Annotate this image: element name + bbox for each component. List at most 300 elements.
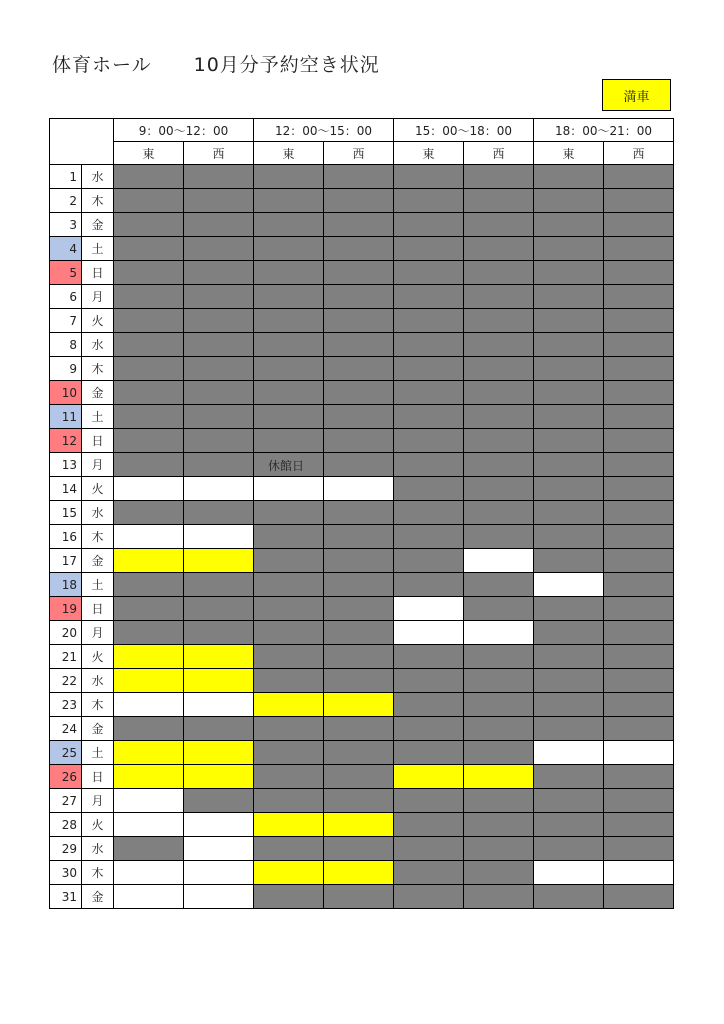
side-header: 西 xyxy=(184,142,254,165)
slot-cell-unavailable xyxy=(184,189,254,213)
slot-cell-unavailable xyxy=(534,381,604,405)
slot-cell-unavailable xyxy=(324,453,394,477)
slot-cell-unavailable xyxy=(324,429,394,453)
day-row xyxy=(50,189,674,213)
weekday: 火 xyxy=(82,813,114,837)
slot-cell-unavailable xyxy=(254,765,324,789)
slot-cell-unavailable xyxy=(394,237,464,261)
slot-cell-unavailable xyxy=(394,357,464,381)
weekday: 水 xyxy=(82,669,114,693)
slot-cell-unavailable xyxy=(394,837,464,861)
slot-cell-available[interactable] xyxy=(604,861,674,885)
slot-cell-unavailable xyxy=(184,573,254,597)
day-row xyxy=(50,501,674,525)
slot-cell-available[interactable] xyxy=(324,477,394,501)
slot-cell-unavailable xyxy=(184,285,254,309)
slot-cell-unavailable xyxy=(604,261,674,285)
slot-cell-unavailable xyxy=(604,621,674,645)
day-row xyxy=(50,885,674,909)
slot-cell-unavailable xyxy=(534,477,604,501)
weekday: 水 xyxy=(82,165,114,189)
slot-cell-unavailable xyxy=(534,213,604,237)
day-number: 5 xyxy=(50,261,82,285)
slot-cell-unavailable xyxy=(534,813,604,837)
slot-cell-unavailable xyxy=(394,261,464,285)
slot-cell-unavailable xyxy=(184,453,254,477)
slot-cell-available[interactable] xyxy=(394,621,464,645)
slot-cell-unavailable xyxy=(394,645,464,669)
slot-cell-unavailable xyxy=(324,669,394,693)
day-number: 26 xyxy=(50,765,82,789)
day-number: 1 xyxy=(50,165,82,189)
day-number: 13 xyxy=(50,453,82,477)
slot-cell-unavailable xyxy=(464,333,534,357)
weekday: 土 xyxy=(82,573,114,597)
day-row xyxy=(50,717,674,741)
slot-cell-unavailable xyxy=(184,621,254,645)
slot-cell-unavailable xyxy=(604,333,674,357)
slot-cell-available[interactable] xyxy=(184,885,254,909)
slot-cell-unavailable xyxy=(534,669,604,693)
slot-cell-unavailable xyxy=(184,405,254,429)
slot-cell-unavailable xyxy=(604,693,674,717)
weekday: 月 xyxy=(82,453,114,477)
day-row xyxy=(50,741,674,765)
slot-cell-unavailable xyxy=(184,309,254,333)
slot-cell-full xyxy=(184,549,254,573)
slot-cell-unavailable xyxy=(534,165,604,189)
day-row xyxy=(50,669,674,693)
slot-cell-unavailable xyxy=(464,165,534,189)
slot-header: 18：00〜21：00 xyxy=(534,119,674,142)
slot-cell-unavailable xyxy=(254,573,324,597)
slot-cell-unavailable xyxy=(534,453,604,477)
slot-cell-available[interactable] xyxy=(114,693,184,717)
weekday: 金 xyxy=(82,885,114,909)
slot-cell-unavailable xyxy=(534,885,604,909)
slot-cell-unavailable xyxy=(114,357,184,381)
weekday: 木 xyxy=(82,357,114,381)
weekday: 水 xyxy=(82,837,114,861)
slot-cell-unavailable xyxy=(114,165,184,189)
day-number: 27 xyxy=(50,789,82,813)
weekday: 火 xyxy=(82,309,114,333)
slot-cell-available[interactable] xyxy=(114,813,184,837)
slot-cell-unavailable xyxy=(114,189,184,213)
day-row xyxy=(50,693,674,717)
slot-cell-unavailable xyxy=(324,189,394,213)
slot-cell-available[interactable] xyxy=(604,741,674,765)
slot-cell-unavailable xyxy=(394,789,464,813)
day-number: 6 xyxy=(50,285,82,309)
side-header: 東 xyxy=(534,142,604,165)
slot-cell-unavailable xyxy=(254,717,324,741)
slot-cell-unavailable xyxy=(394,189,464,213)
day-number: 28 xyxy=(50,813,82,837)
day-number: 8 xyxy=(50,333,82,357)
slot-cell-unavailable xyxy=(114,429,184,453)
slot-cell-unavailable xyxy=(324,237,394,261)
slot-cell-unavailable xyxy=(394,333,464,357)
day-number: 21 xyxy=(50,645,82,669)
slot-cell-unavailable xyxy=(394,381,464,405)
weekday: 土 xyxy=(82,741,114,765)
day-number: 2 xyxy=(50,189,82,213)
slot-cell-available[interactable] xyxy=(464,549,534,573)
slot-cell-unavailable xyxy=(254,669,324,693)
side-header: 東 xyxy=(254,142,324,165)
slot-cell-unavailable xyxy=(534,237,604,261)
day-number: 19 xyxy=(50,597,82,621)
day-row xyxy=(50,213,674,237)
slot-cell-unavailable xyxy=(604,573,674,597)
slot-cell-unavailable xyxy=(464,453,534,477)
slot-cell-unavailable xyxy=(394,453,464,477)
slot-cell-unavailable xyxy=(534,645,604,669)
slot-cell-unavailable xyxy=(604,549,674,573)
slot-cell-unavailable xyxy=(114,381,184,405)
slot-cell-unavailable xyxy=(394,573,464,597)
day-row xyxy=(50,861,674,885)
corner-cell xyxy=(50,119,114,165)
slot-cell-unavailable xyxy=(254,549,324,573)
day-row xyxy=(50,237,674,261)
slot-cell-full xyxy=(184,741,254,765)
weekday: 日 xyxy=(82,261,114,285)
slot-cell-available[interactable] xyxy=(114,789,184,813)
slot-cell-unavailable xyxy=(254,165,324,189)
slot-cell-full xyxy=(324,693,394,717)
slot-cell-unavailable xyxy=(534,717,604,741)
weekday: 土 xyxy=(82,405,114,429)
slot-cell-full xyxy=(464,765,534,789)
slot-cell-unavailable xyxy=(254,333,324,357)
slot-cell-unavailable xyxy=(254,453,324,477)
day-row xyxy=(50,573,674,597)
slot-cell-unavailable xyxy=(464,717,534,741)
slot-cell-unavailable xyxy=(324,885,394,909)
slot-cell-unavailable xyxy=(464,501,534,525)
slot-cell-unavailable xyxy=(534,405,604,429)
day-number: 11 xyxy=(50,405,82,429)
slot-cell-unavailable xyxy=(534,333,604,357)
slot-cell-unavailable xyxy=(254,285,324,309)
slot-cell-unavailable xyxy=(184,165,254,189)
slot-cell-unavailable xyxy=(394,309,464,333)
slot-cell-unavailable xyxy=(534,189,604,213)
weekday: 木 xyxy=(82,189,114,213)
day-number: 4 xyxy=(50,237,82,261)
day-row xyxy=(50,477,674,501)
slot-cell-unavailable xyxy=(324,285,394,309)
weekday: 金 xyxy=(82,549,114,573)
slot-cell-unavailable xyxy=(464,405,534,429)
slot-cell-unavailable xyxy=(464,645,534,669)
slot-cell-unavailable xyxy=(114,405,184,429)
slot-cell-unavailable xyxy=(534,597,604,621)
slot-cell-unavailable xyxy=(254,501,324,525)
slot-cell-unavailable xyxy=(534,429,604,453)
day-number: 16 xyxy=(50,525,82,549)
slot-cell-unavailable xyxy=(534,285,604,309)
slot-cell-unavailable xyxy=(254,405,324,429)
slot-cell-unavailable xyxy=(114,309,184,333)
slot-cell-unavailable xyxy=(324,573,394,597)
slot-cell-unavailable xyxy=(464,837,534,861)
day-number: 3 xyxy=(50,213,82,237)
slot-cell-unavailable xyxy=(464,189,534,213)
slot-cell-unavailable xyxy=(464,573,534,597)
day-row xyxy=(50,453,674,477)
slot-cell-unavailable xyxy=(254,837,324,861)
slot-cell-unavailable xyxy=(324,165,394,189)
slot-cell-unavailable xyxy=(394,477,464,501)
slot-cell-unavailable xyxy=(464,789,534,813)
slot-cell-unavailable xyxy=(604,453,674,477)
slot-cell-unavailable xyxy=(114,501,184,525)
slot-cell-unavailable xyxy=(254,261,324,285)
legend-full-box: 満車 xyxy=(602,79,671,111)
slot-cell-full xyxy=(324,813,394,837)
slot-cell-available[interactable] xyxy=(184,477,254,501)
slot-cell-unavailable xyxy=(604,765,674,789)
slot-cell-unavailable xyxy=(604,165,674,189)
slot-cell-unavailable xyxy=(464,693,534,717)
slot-cell-unavailable xyxy=(464,357,534,381)
slot-cell-unavailable xyxy=(604,597,674,621)
slot-cell-available[interactable] xyxy=(184,861,254,885)
weekday: 水 xyxy=(82,333,114,357)
slot-cell-unavailable xyxy=(114,213,184,237)
slot-cell-unavailable xyxy=(394,693,464,717)
slot-cell-unavailable xyxy=(254,597,324,621)
slot-cell-unavailable xyxy=(184,333,254,357)
slot-cell-unavailable xyxy=(324,597,394,621)
slot-cell-unavailable xyxy=(534,621,604,645)
day-number: 17 xyxy=(50,549,82,573)
slot-cell-available[interactable] xyxy=(184,837,254,861)
slot-cell-unavailable xyxy=(254,309,324,333)
slot-cell-unavailable xyxy=(324,525,394,549)
slot-header: 12：00〜15：00 xyxy=(254,119,394,142)
slot-cell-full xyxy=(394,765,464,789)
side-header: 東 xyxy=(394,142,464,165)
slot-cell-unavailable xyxy=(184,717,254,741)
weekday: 水 xyxy=(82,501,114,525)
hall-name: 体育ホール xyxy=(52,54,152,76)
slot-cell-unavailable xyxy=(184,597,254,621)
slot-cell-unavailable xyxy=(604,357,674,381)
schedule-subtitle: 10月分予約空き状況 xyxy=(193,54,380,76)
slot-cell-unavailable xyxy=(464,285,534,309)
slot-cell-unavailable xyxy=(254,357,324,381)
slot-cell-unavailable xyxy=(464,261,534,285)
slot-cell-available[interactable] xyxy=(184,813,254,837)
slot-cell-full xyxy=(254,813,324,837)
slot-cell-unavailable xyxy=(114,333,184,357)
slot-cell-unavailable xyxy=(604,429,674,453)
slot-cell-unavailable xyxy=(324,261,394,285)
slot-cell-unavailable xyxy=(604,309,674,333)
slot-cell-available[interactable] xyxy=(254,477,324,501)
slot-cell-full xyxy=(114,741,184,765)
slot-cell-unavailable xyxy=(254,885,324,909)
slot-header: 9：00〜12：00 xyxy=(114,119,254,142)
slot-cell-unavailable xyxy=(534,789,604,813)
weekday: 火 xyxy=(82,645,114,669)
slot-cell-unavailable xyxy=(324,717,394,741)
slot-cell-unavailable xyxy=(394,813,464,837)
weekday: 金 xyxy=(82,213,114,237)
day-row xyxy=(50,309,674,333)
slot-cell-unavailable xyxy=(324,309,394,333)
day-row xyxy=(50,621,674,645)
slot-cell-unavailable xyxy=(254,741,324,765)
slot-cell-unavailable xyxy=(114,285,184,309)
slot-cell-unavailable xyxy=(324,789,394,813)
page-title xyxy=(52,50,380,77)
slot-cell-unavailable xyxy=(184,237,254,261)
slot-cell-unavailable xyxy=(184,213,254,237)
slot-cell-unavailable xyxy=(464,237,534,261)
slot-cell-unavailable xyxy=(254,237,324,261)
slot-cell-available[interactable] xyxy=(114,477,184,501)
slot-cell-unavailable xyxy=(464,813,534,837)
slot-cell-unavailable xyxy=(324,741,394,765)
day-number: 23 xyxy=(50,693,82,717)
slot-cell-unavailable xyxy=(254,525,324,549)
slot-cell-unavailable xyxy=(324,405,394,429)
day-number: 20 xyxy=(50,621,82,645)
slot-cell-full xyxy=(114,669,184,693)
weekday: 日 xyxy=(82,429,114,453)
slot-cell-available[interactable] xyxy=(114,861,184,885)
slot-cell-available[interactable] xyxy=(534,861,604,885)
slot-cell-unavailable xyxy=(464,597,534,621)
slot-cell-unavailable xyxy=(324,837,394,861)
slot-cell-unavailable xyxy=(394,525,464,549)
slot-cell-available[interactable] xyxy=(184,693,254,717)
day-row xyxy=(50,165,674,189)
slot-cell-unavailable xyxy=(254,789,324,813)
slot-cell-available[interactable] xyxy=(394,597,464,621)
slot-cell-unavailable xyxy=(464,213,534,237)
slot-cell-unavailable xyxy=(184,381,254,405)
availability-table xyxy=(49,118,674,909)
slot-cell-full xyxy=(114,765,184,789)
slot-cell-unavailable xyxy=(464,309,534,333)
slot-cell-unavailable xyxy=(604,381,674,405)
slot-cell-unavailable xyxy=(114,573,184,597)
slot-cell-unavailable xyxy=(114,717,184,741)
slot-cell-unavailable xyxy=(534,501,604,525)
day-number: 14 xyxy=(50,477,82,501)
day-number: 22 xyxy=(50,669,82,693)
slot-cell-unavailable xyxy=(464,429,534,453)
slot-cell-unavailable xyxy=(604,189,674,213)
weekday: 火 xyxy=(82,477,114,501)
slot-cell-unavailable xyxy=(604,525,674,549)
day-number: 29 xyxy=(50,837,82,861)
slot-cell-unavailable xyxy=(114,837,184,861)
slot-cell-unavailable xyxy=(324,333,394,357)
day-number: 15 xyxy=(50,501,82,525)
slot-cell-unavailable xyxy=(604,285,674,309)
slot-cell-full xyxy=(184,645,254,669)
slot-cell-unavailable xyxy=(324,645,394,669)
slot-cell-unavailable xyxy=(534,525,604,549)
slot-cell-available[interactable] xyxy=(464,621,534,645)
day-row xyxy=(50,405,674,429)
slot-cell-unavailable xyxy=(114,621,184,645)
slot-cell-unavailable xyxy=(254,189,324,213)
day-row xyxy=(50,549,674,573)
slot-cell-unavailable xyxy=(184,501,254,525)
slot-cell-unavailable xyxy=(464,741,534,765)
slot-cell-full xyxy=(254,693,324,717)
slot-cell-full xyxy=(254,861,324,885)
slot-cell-unavailable xyxy=(394,861,464,885)
day-number: 9 xyxy=(50,357,82,381)
day-row xyxy=(50,261,674,285)
slot-cell-unavailable xyxy=(464,477,534,501)
slot-cell-available[interactable] xyxy=(534,573,604,597)
day-row xyxy=(50,381,674,405)
weekday: 金 xyxy=(82,717,114,741)
slot-cell-unavailable xyxy=(604,645,674,669)
slot-cell-unavailable xyxy=(604,813,674,837)
slot-cell-unavailable xyxy=(114,237,184,261)
day-row xyxy=(50,525,674,549)
weekday: 金 xyxy=(82,381,114,405)
slot-cell-unavailable xyxy=(324,621,394,645)
weekday: 日 xyxy=(82,765,114,789)
slot-header-row xyxy=(50,119,674,142)
weekday: 土 xyxy=(82,237,114,261)
slot-cell-unavailable xyxy=(254,213,324,237)
slot-cell-unavailable xyxy=(394,741,464,765)
side-header: 西 xyxy=(604,142,674,165)
weekday: 月 xyxy=(82,621,114,645)
slot-cell-unavailable xyxy=(534,837,604,861)
side-header: 西 xyxy=(464,142,534,165)
slot-cell-unavailable xyxy=(604,885,674,909)
slot-cell-unavailable xyxy=(254,621,324,645)
day-number: 12 xyxy=(50,429,82,453)
slot-cell-unavailable xyxy=(534,549,604,573)
slot-cell-available[interactable] xyxy=(184,525,254,549)
slot-cell-available[interactable] xyxy=(114,525,184,549)
slot-cell-unavailable xyxy=(184,357,254,381)
day-row xyxy=(50,597,674,621)
weekday: 木 xyxy=(82,693,114,717)
slot-cell-unavailable xyxy=(324,357,394,381)
day-row xyxy=(50,429,674,453)
closed-note: 休館日 xyxy=(268,459,305,473)
slot-cell-available[interactable] xyxy=(534,741,604,765)
slot-cell-unavailable xyxy=(534,261,604,285)
slot-cell-available[interactable] xyxy=(114,885,184,909)
slot-cell-unavailable xyxy=(394,429,464,453)
slot-cell-unavailable xyxy=(254,645,324,669)
slot-cell-unavailable xyxy=(464,861,534,885)
slot-cell-full xyxy=(114,549,184,573)
slot-cell-full xyxy=(184,669,254,693)
day-row xyxy=(50,789,674,813)
slot-cell-unavailable xyxy=(604,405,674,429)
slot-cell-unavailable xyxy=(604,237,674,261)
day-row xyxy=(50,285,674,309)
